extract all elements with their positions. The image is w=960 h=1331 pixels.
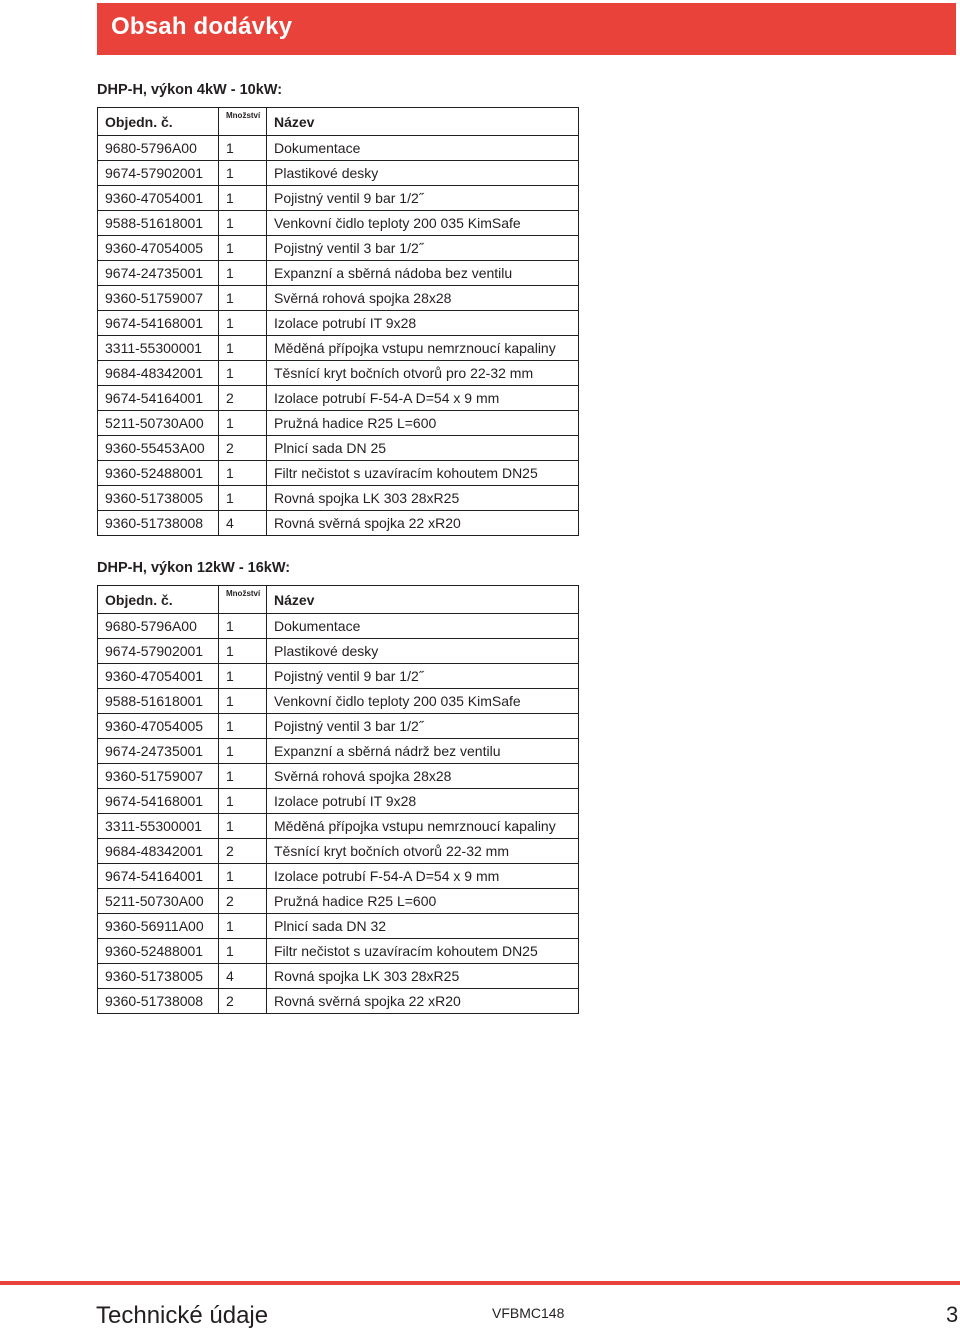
table-row [98, 939, 579, 964]
parts-table-12-16kw [97, 585, 579, 1014]
table-row [98, 964, 579, 989]
item-name-cell: Expanzní a sběrná nádrž bez ventilu [267, 739, 579, 764]
quantity-cell: 1 [219, 689, 267, 714]
order-number-cell: 9360-51759007 [98, 764, 219, 789]
quantity-cell: 1 [219, 789, 267, 814]
quantity-cell: 1 [219, 864, 267, 889]
page-title: Obsah dodávky [111, 13, 293, 40]
quantity-cell: 1 [219, 136, 267, 161]
item-name-cell: Měděná přípojka vstupu nemrznoucí kapaliny [267, 336, 579, 361]
quantity-cell: 1 [219, 361, 267, 386]
item-name-cell: Plnicí sada DN 32 [267, 914, 579, 939]
table-row [98, 764, 579, 789]
quantity-cell: 4 [219, 511, 267, 536]
item-name-cell: Měděná přípojka vstupu nemrznoucí kapaliny [267, 814, 579, 839]
order-number-cell: 9674-54168001 [98, 789, 219, 814]
order-number-cell: 9674-54164001 [98, 864, 219, 889]
order-number-cell: 9674-24735001 [98, 261, 219, 286]
table-row [98, 864, 579, 889]
table-row [98, 211, 579, 236]
item-name-cell: Venkovní čidlo teploty 200 035 KimSafe [267, 689, 579, 714]
item-name-cell: Pojistný ventil 9 bar 1/2˝ [267, 664, 579, 689]
item-name-cell: Pojistný ventil 3 bar 1/2˝ [267, 236, 579, 261]
item-name-cell: Plastikové desky [267, 639, 579, 664]
quantity-cell: 1 [219, 764, 267, 789]
item-name-cell: Izolace potrubí F-54-A D=54 x 9 mm [267, 386, 579, 411]
quantity-cell: 2 [219, 839, 267, 864]
parts-table-4-10kw [97, 107, 579, 536]
order-number-cell: 9684-48342001 [98, 361, 219, 386]
quantity-cell: 2 [219, 386, 267, 411]
table-row [98, 714, 579, 739]
column-header-order-no: Objedn. č. [98, 586, 219, 614]
quantity-cell: 2 [219, 989, 267, 1014]
column-header-quantity: Množství [219, 586, 267, 614]
order-number-cell: 5211-50730A00 [98, 889, 219, 914]
footer-divider [0, 1281, 960, 1285]
item-name-cell: Izolace potrubí IT 9x28 [267, 311, 579, 336]
item-name-cell: Svěrná rohová spojka 28x28 [267, 286, 579, 311]
quantity-cell: 1 [219, 461, 267, 486]
order-number-cell: 9360-51759007 [98, 286, 219, 311]
quantity-cell: 2 [219, 436, 267, 461]
order-number-cell: 9684-48342001 [98, 839, 219, 864]
section-heading-4-10kw: DHP-H, výkon 4kW - 10kW: [97, 82, 283, 98]
table-row [98, 839, 579, 864]
footer-section-title: Technické údaje [96, 1302, 269, 1329]
item-name-cell: Izolace potrubí IT 9x28 [267, 789, 579, 814]
order-number-cell: 9588-51618001 [98, 689, 219, 714]
page-number: 3 [946, 1302, 959, 1327]
table-row [98, 689, 579, 714]
item-name-cell: Izolace potrubí F-54-A D=54 x 9 mm [267, 864, 579, 889]
order-number-cell: 9674-24735001 [98, 739, 219, 764]
table-row [98, 739, 579, 764]
item-name-cell: Dokumentace [267, 136, 579, 161]
quantity-cell: 1 [219, 814, 267, 839]
item-name-cell: Filtr nečistot s uzavíracím kohoutem DN25 [267, 461, 579, 486]
order-number-cell: 9588-51618001 [98, 211, 219, 236]
quantity-cell: 1 [219, 311, 267, 336]
table-row [98, 186, 579, 211]
item-name-cell: Rovná spojka LK 303 28xR25 [267, 486, 579, 511]
item-name-cell: Pojistný ventil 9 bar 1/2˝ [267, 186, 579, 211]
order-number-cell: 5211-50730A00 [98, 411, 219, 436]
table-row [98, 236, 579, 261]
item-name-cell: Venkovní čidlo teploty 200 035 KimSafe [267, 211, 579, 236]
order-number-cell: 9360-47054001 [98, 664, 219, 689]
item-name-cell: Těsnící kryt bočních otvorů 22-32 mm [267, 839, 579, 864]
order-number-cell: 9360-47054005 [98, 714, 219, 739]
column-header-order-no: Objedn. č. [98, 108, 219, 136]
table-row [98, 639, 579, 664]
table-row [98, 789, 579, 814]
column-header-name: Název [267, 586, 579, 614]
table-row [98, 311, 579, 336]
column-header-name: Název [267, 108, 579, 136]
item-name-cell: Těsnící kryt bočních otvorů pro 22-32 mm [267, 361, 579, 386]
item-name-cell: Rovná svěrná spojka 22 xR20 [267, 511, 579, 536]
quantity-cell: 1 [219, 411, 267, 436]
order-number-cell: 9360-52488001 [98, 939, 219, 964]
table-row [98, 386, 579, 411]
item-name-cell: Rovná svěrná spojka 22 xR20 [267, 989, 579, 1014]
order-number-cell: 9674-54164001 [98, 386, 219, 411]
order-number-cell: 9360-55453A00 [98, 436, 219, 461]
quantity-cell: 4 [219, 964, 267, 989]
table-row [98, 136, 579, 161]
item-name-cell: Expanzní a sběrná nádoba bez ventilu [267, 261, 579, 286]
order-number-cell: 9674-57902001 [98, 161, 219, 186]
order-number-cell: 9360-51738008 [98, 989, 219, 1014]
table-row [98, 161, 579, 186]
order-number-cell: 9360-47054001 [98, 186, 219, 211]
quantity-cell: 1 [219, 939, 267, 964]
order-number-cell: 9360-51738005 [98, 964, 219, 989]
item-name-cell: Plnicí sada DN 25 [267, 436, 579, 461]
order-number-cell: 3311-55300001 [98, 814, 219, 839]
item-name-cell: Filtr nečistot s uzavíracím kohoutem DN25 [267, 939, 579, 964]
table-row [98, 914, 579, 939]
quantity-cell: 1 [219, 286, 267, 311]
quantity-cell: 1 [219, 161, 267, 186]
quantity-cell: 1 [219, 236, 267, 261]
table-row [98, 664, 579, 689]
item-name-cell: Pružná hadice R25 L=600 [267, 889, 579, 914]
order-number-cell: 9360-47054005 [98, 236, 219, 261]
table-row [98, 336, 579, 361]
quantity-cell: 1 [219, 914, 267, 939]
header-banner [97, 3, 956, 55]
quantity-cell: 1 [219, 486, 267, 511]
item-name-cell: Svěrná rohová spojka 28x28 [267, 764, 579, 789]
quantity-cell: 1 [219, 336, 267, 361]
quantity-cell: 1 [219, 614, 267, 639]
table-row [98, 814, 579, 839]
order-number-cell: 9680-5796A00 [98, 136, 219, 161]
section-heading-12-16kw: DHP-H, výkon 12kW - 16kW: [97, 560, 291, 576]
column-header-quantity: Množství [219, 108, 267, 136]
table-row [98, 261, 579, 286]
quantity-cell: 2 [219, 889, 267, 914]
order-number-cell: 9360-52488001 [98, 461, 219, 486]
item-name-cell: Rovná spojka LK 303 28xR25 [267, 964, 579, 989]
order-number-cell: 9674-54168001 [98, 311, 219, 336]
item-name-cell: Pružná hadice R25 L=600 [267, 411, 579, 436]
table-row [98, 461, 579, 486]
item-name-cell: Plastikové desky [267, 161, 579, 186]
table-header-row [98, 586, 579, 614]
table-row [98, 486, 579, 511]
quantity-cell: 1 [219, 664, 267, 689]
table-row [98, 286, 579, 311]
quantity-cell: 1 [219, 739, 267, 764]
order-number-cell: 9680-5796A00 [98, 614, 219, 639]
table-row [98, 436, 579, 461]
order-number-cell: 9360-51738005 [98, 486, 219, 511]
table-row [98, 989, 579, 1014]
quantity-cell: 1 [219, 211, 267, 236]
table-row [98, 361, 579, 386]
quantity-cell: 1 [219, 261, 267, 286]
footer-doc-code: VFBMC148 [492, 1305, 565, 1321]
item-name-cell: Pojistný ventil 3 bar 1/2˝ [267, 714, 579, 739]
table-row [98, 889, 579, 914]
quantity-cell: 1 [219, 186, 267, 211]
table-header-row [98, 108, 579, 136]
table-row [98, 511, 579, 536]
quantity-cell: 1 [219, 639, 267, 664]
order-number-cell: 9360-51738008 [98, 511, 219, 536]
order-number-cell: 9674-57902001 [98, 639, 219, 664]
table-row [98, 614, 579, 639]
item-name-cell: Dokumentace [267, 614, 579, 639]
order-number-cell: 3311-55300001 [98, 336, 219, 361]
table-row [98, 411, 579, 436]
quantity-cell: 1 [219, 714, 267, 739]
order-number-cell: 9360-56911A00 [98, 914, 219, 939]
